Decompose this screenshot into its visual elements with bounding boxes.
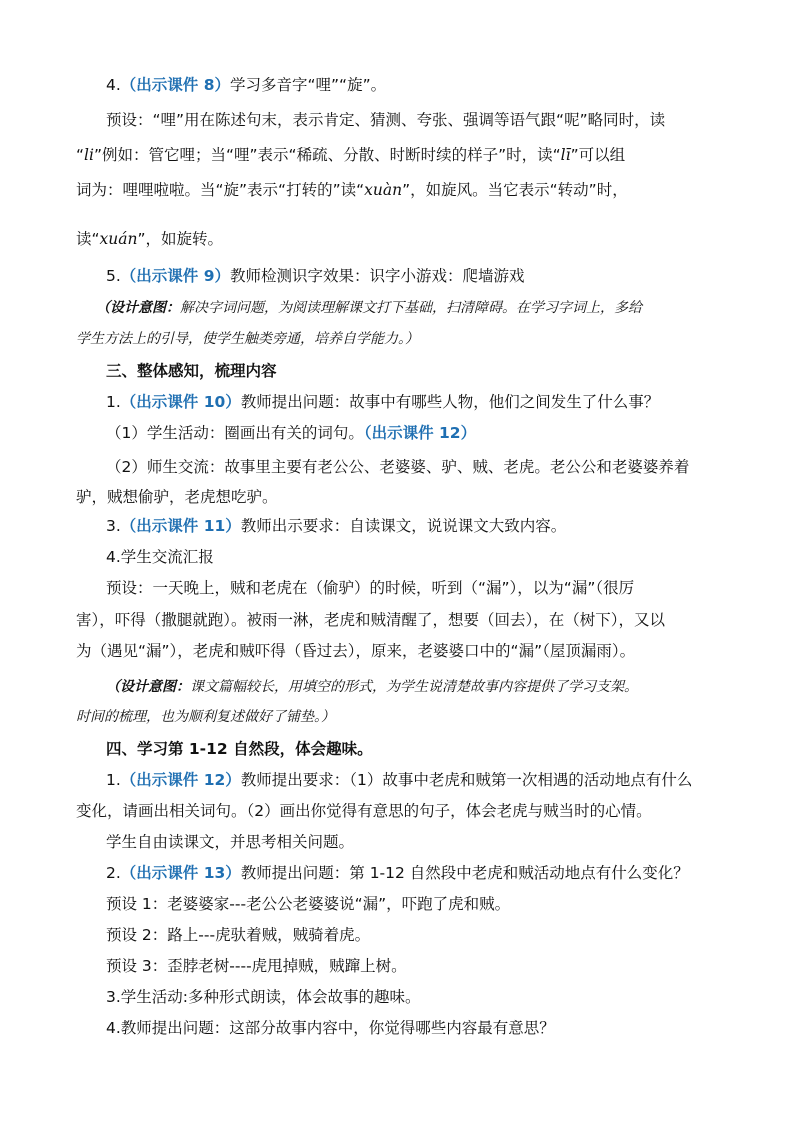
sub-item-2: （2）师生交流：故事里主要有老公公、老婆婆、驴、贼、老虎。老公公和老婆婆养着 [106, 458, 690, 476]
paragraph-line: 驴，贼想偷驴，老虎想吃驴。 [76, 488, 278, 506]
design-intent-label: （设计意图： [106, 679, 190, 695]
design-intent-label: （设计意图： [96, 300, 180, 316]
preset-3: 预设 3：歪脖老树----虎甩掉贼，贼蹿上树。 [106, 957, 407, 975]
paragraph-line: 预设：一天晚上，贼和老虎在（偷驴）的时候，听到（“漏”），以为“漏”（很厉 [106, 579, 635, 597]
paragraph-line: 为（遇见“漏”），老虎和贼吓得（昏过去），原来，老婆婆口中的“漏”（屋顶漏雨）。 [76, 642, 636, 660]
paragraph-line: 变化，请画出相关词句。（2）画出你觉得有意思的句子，体会老虎与贼当时的心情。 [76, 802, 652, 820]
design-intent: 时间的梳理，也为顺利复述做好了铺垫。） [76, 709, 335, 725]
preset-1: 预设 1：老婆婆家---老公公老婆婆说“漏”，吓跑了虎和贼。 [106, 895, 511, 913]
item-text: 学习多音字“哩”“旋”。 [229, 76, 387, 94]
item-4: 4.教师提出问题：这部分故事内容中，你觉得哪些内容最有意思？ [106, 1019, 555, 1037]
pinyin: li [84, 146, 94, 164]
item-4: 4.学生交流汇报 [106, 548, 214, 566]
design-intent: 学生方法上的引导，使学生触类旁通，培养自学能力。） [76, 331, 419, 347]
item-1: 1.（出示课件 12）教师提出要求：（1）故事中老虎和贼第一次相遇的活动地点有什么 [106, 771, 693, 789]
pinyin: xuàn [364, 181, 403, 199]
courseware-tag: （出示课件 10） [120, 393, 241, 411]
item-3: 3.学生活动:多种形式朗读，体会故事的趣味。 [106, 988, 421, 1006]
paragraph-line: 害），吓得（撒腿就跑）。被雨一淋，老虎和贼清醒了，想要（回去），在（树下），又以 [76, 611, 666, 629]
section-heading: 四、学习第 1-12 自然段，体会趣味。 [106, 740, 373, 758]
courseware-tag: （出示课件 9） [120, 267, 230, 285]
design-intent: （设计意图：课文篇幅较长，用填空的形式，为学生说清楚故事内容提供了学习支架。 [106, 679, 638, 695]
item-5: 5.（出示课件 9）教师检测识字效果：识字小游戏：爬墙游戏 [106, 267, 525, 285]
paragraph-line: 读“xuán”，如旋转。 [76, 230, 224, 248]
sub-item-1: （1）学生活动：圈画出有关的词句。（出示课件 12） [106, 424, 477, 442]
preset-2: 预设 2：路上---虎驮着贼，贼骑着虎。 [106, 926, 371, 944]
paragraph-line: 词为：哩哩啦啦。当“旋”表示“打转的”读“xuàn”，如旋风。当它表示“转动”时， [76, 181, 628, 199]
pinyin: lī [560, 146, 571, 164]
pinyin: xuán [99, 230, 138, 248]
paragraph-line: 预设：“哩”用在陈述句末，表示肯定、猜测、夸张、强调等语气跟“呢”略同时，读 [106, 111, 666, 129]
item-2: 2.（出示课件 13）教师提出问题：第 1-12 自然段中老虎和贼活动地点有什么变化？ [106, 864, 689, 882]
item-1: 1.（出示课件 10）教师提出问题：故事中有哪些人物，他们之间发生了什么事？ [106, 393, 660, 411]
item-4 [106, 75, 386, 95]
courseware-tag: （出示课件 12） [363, 424, 477, 442]
paragraph-line: “li”例如：管它哩；当“哩”表示“稀疏、分散、时断时续的样子”时，读“lī”可以组 [76, 146, 626, 164]
paragraph-line: 学生自由读课文，并思考相关问题。 [106, 833, 355, 851]
item-3: 3.（出示课件 11）教师出示要求：自读课文，说说课文大致内容。 [106, 517, 567, 535]
design-intent: （设计意图：解决字词问题，为阅读理解课文打下基础，扫清障碍。在学习字词上，多给 [96, 300, 642, 316]
courseware-tag: （出示课件 13） [120, 864, 241, 882]
section-heading: 三、整体感知，梳理内容 [106, 362, 277, 380]
courseware-tag: （出示课件 8） [120, 76, 230, 94]
item-number: 4. [106, 76, 121, 94]
courseware-tag: （出示课件 12） [120, 771, 241, 789]
courseware-tag: （出示课件 11） [120, 517, 241, 535]
